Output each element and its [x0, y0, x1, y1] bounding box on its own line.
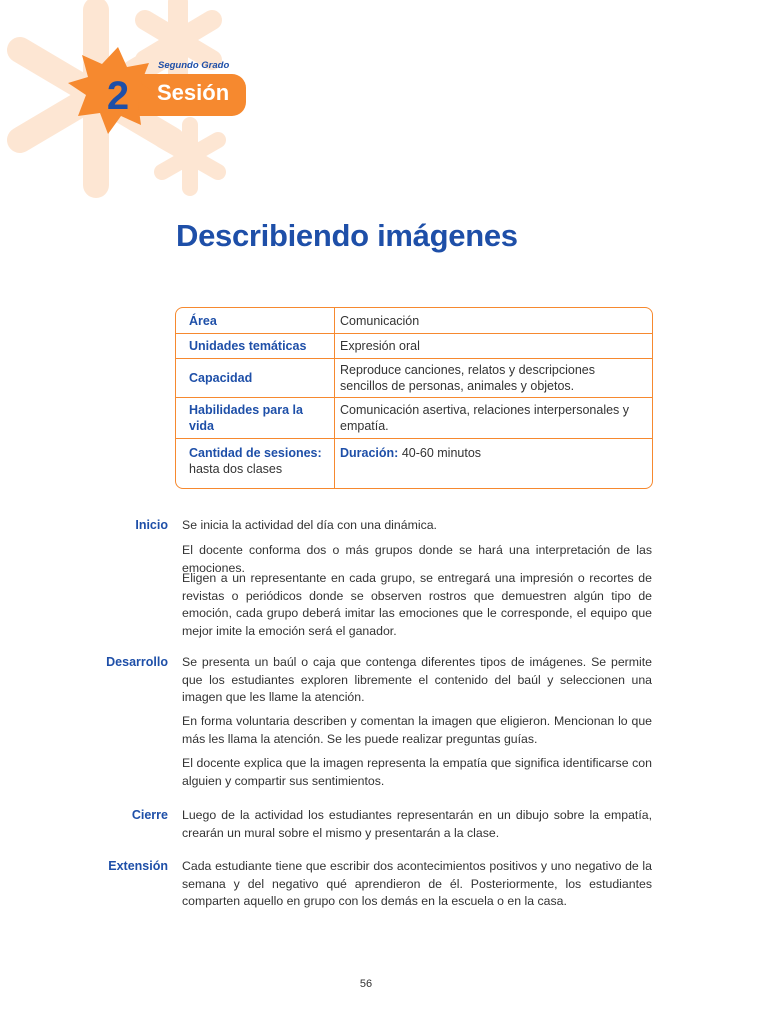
session-info-table — [175, 307, 653, 489]
table-row — [176, 308, 652, 334]
section-label-inicio: Inicio — [135, 518, 168, 532]
units-value: Expresión oral — [335, 334, 653, 359]
extension-paragraph-1: Cada estudiante tiene que escribir dos acontecimientos positivos y uno negativo de la semana y del negativo qué aprendieron de él. Posteriormente, los estudiantes comparten aquello en grupo con los demás en la escuela o en la casa. — [182, 859, 652, 908]
units-label: Unidades temáticas — [176, 334, 335, 359]
session-number: 2 — [106, 74, 130, 118]
duration-cell — [335, 439, 653, 489]
skills-value: Comunicación asertiva, relaciones interpersonales y empatía. — [335, 398, 653, 439]
sessions-cell — [176, 439, 335, 489]
sessions-label: Cantidad de sesiones: — [189, 446, 322, 460]
capacity-label: Capacidad — [176, 359, 335, 398]
duration-label: Duración: — [340, 446, 399, 460]
section-label-extension: Extensión — [108, 859, 168, 873]
inicio-paragraph-2: El docente conforma dos o más grupos donde se hará una interpretación de las emociones. — [182, 543, 652, 575]
desarrollo-paragraph-3: El docente explica que la imagen representa la empatía que significa identificarse con alguien y compartir sus sentimientos. — [182, 756, 652, 788]
table-row — [176, 439, 652, 489]
table-row — [176, 334, 652, 359]
session-label: Sesión — [157, 80, 230, 105]
grade-label: Segundo Grado — [158, 60, 230, 71]
inicio-paragraph-1: Se inicia la actividad del día con una dinámica. — [182, 518, 437, 532]
capacity-value: Reproduce canciones, relatos y descripciones sencillos de personas, animales y objetos. — [335, 359, 653, 398]
table-row — [176, 359, 652, 398]
section-label-desarrollo: Desarrollo — [106, 655, 168, 669]
page-title: Describiendo imágenes — [176, 218, 518, 253]
area-value: Comunicación — [335, 308, 653, 334]
cierre-paragraph-1: Luego de la actividad los estudiantes representarán en un dibujo sobre la empatía, crearán un mural sobre el mismo y presentarán a la clase. — [182, 808, 652, 840]
skills-label: Habilidades para la vida — [176, 398, 335, 439]
sessions-value: hasta dos clases — [189, 462, 283, 476]
table-row — [176, 398, 652, 439]
duration-value: 40-60 minutos — [401, 446, 482, 460]
inicio-paragraph-3: Eligen a un representante en cada grupo, se entregará una impresión o recortes de revistas o periódicos donde se observen rostros que demuestren algún tipo de emoción, cada grupo deberá imitar las emociones que le corresponde, el equipo que mejor imite la emoción será el ganador. — [182, 571, 652, 638]
page-number: 56 — [359, 978, 373, 990]
desarrollo-paragraph-1: Se presenta un baúl o caja que contenga diferentes tipos de imágenes. Se permite que los estudiantes exploren libremente el contenido del baúl y seleccionen una imagen que les llame la atención. — [182, 655, 652, 704]
area-label: Área — [176, 308, 335, 334]
desarrollo-paragraph-2: En forma voluntaria describen y comentan la imagen que eligieron. Mencionan lo que más les llama la atención. Se les puede realizar preguntas guías. — [182, 714, 652, 746]
section-label-cierre: Cierre — [131, 808, 168, 822]
